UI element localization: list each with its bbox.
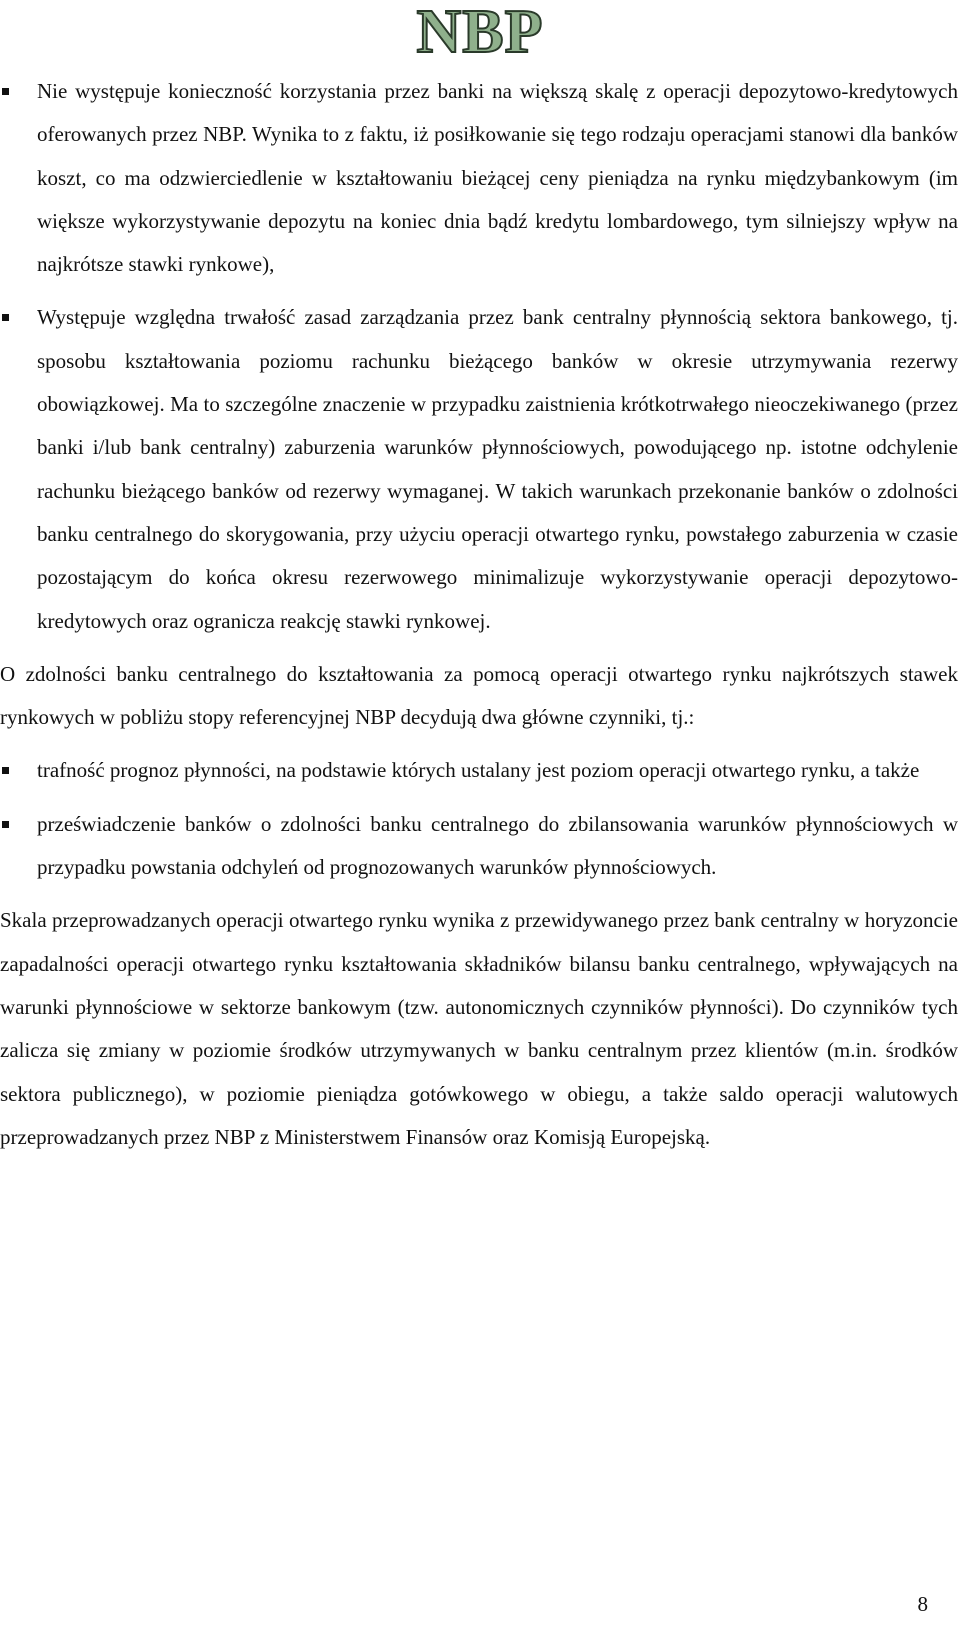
list-item-text: Występuje względna trwałość zasad zarządzania przez bank centralny płynnością sektora bankowego, tj. sposobu kształtowania poziomu rachunku bieżącego banków w okresie utrzymywania rezerwy obowiązkowej. Ma to szczególne znaczenie w przypadku zaistnienia krótkotrwałego nieoczekiwanego (przez banki i/lub bank centralny) zaburzenia warunków płynnościowych, powodującego np. istotne odchylenie rachunku bieżącego banków od rezerwy wymaganej. W takich warunkach przekonanie banków o zdolności banku centralnego do skorygowania, przy użyciu operacji otwartego rynku, powstałego zaburzenia w czasie pozostającym do końca okresu rezerwowego minimalizuje wykorzystywanie operacji depozytowo-kredytowych oraz ogranicza reakcję stawki rynkowej.: [37, 305, 958, 633]
list-item-text: Nie występuje konieczność korzystania przez banki na większą skalę z operacji depozytowo-kredytowych oferowanych przez NBP. Wynika to z faktu, iż posiłkowanie się tego rodzaju operacjami stanowi dla banków koszt, co ma odzwierciedlenie w kształtowaniu bieżącej ceny pieniądza na rynku międzybankowym (im większe wykorzystywanie depozytu na koniec dnia bądź kredytu lombardowego, tym silniejszy wpływ na najkrótsze stawki rynkowe),: [37, 79, 958, 277]
spacer: [0, 889, 958, 899]
list-item: [0, 803, 958, 890]
page-header: [0, 0, 960, 66]
list-item-text: trafność prognoz płynności, na podstawie których ustalany jest poziom operacji otwartego rynku, a także: [37, 758, 920, 783]
spacer: [0, 643, 958, 653]
bullet-list-conditions: [0, 70, 958, 643]
paragraph: O zdolności banku centralnego do kształtowania za pomocą operacji otwartego rynku najkrótszych stawek rynkowych w pobliżu stopy referencyjnej NBP decydują dwa główne czynniki, tj.:: [0, 661, 958, 730]
list-item-text: przeświadczenie banków o zdolności banku centralnego do zbilansowania warunków płynnościowych w przypadku powstania odchyleń od prognozowanych warunków płynnościowych.: [37, 811, 958, 880]
spacer: [0, 286, 958, 296]
spacer: [0, 793, 958, 803]
bullet-list-factors: [0, 749, 958, 889]
square-bullet-icon: [2, 767, 9, 774]
square-bullet-icon: [2, 314, 9, 321]
nbp-logo: NBP: [416, 0, 544, 66]
list-item: [0, 70, 958, 286]
spacer: [0, 739, 958, 749]
square-bullet-icon: [2, 821, 9, 828]
paragraph: Skala przeprowadzanych operacji otwartego rynku wynika z przewidywanego przez bank centralny w horyzoncie zapadalności operacji otwartego rynku kształtowania składników bilansu banku centralnego, wpływających na warunki płynnościowe w sektorze bankowym (tzw. autonomicznych czynników płynności). Do czynników tych zalicza się zmiany w poziomie środków utrzymywanych w banku centralnym przez klientów (m.in. środków sektora publicznego), w poziomie pieniądza gotówkowego w obiegu, a także saldo operacji walutowych przeprowadzanych przez NBP z Ministerstwem Finansów oraz Komisją Europejską.: [0, 908, 958, 1149]
page-number: 8: [917, 1592, 928, 1616]
document-body: [0, 70, 958, 1159]
list-item: [0, 296, 958, 642]
list-item: [0, 749, 958, 792]
square-bullet-icon: [2, 88, 9, 95]
